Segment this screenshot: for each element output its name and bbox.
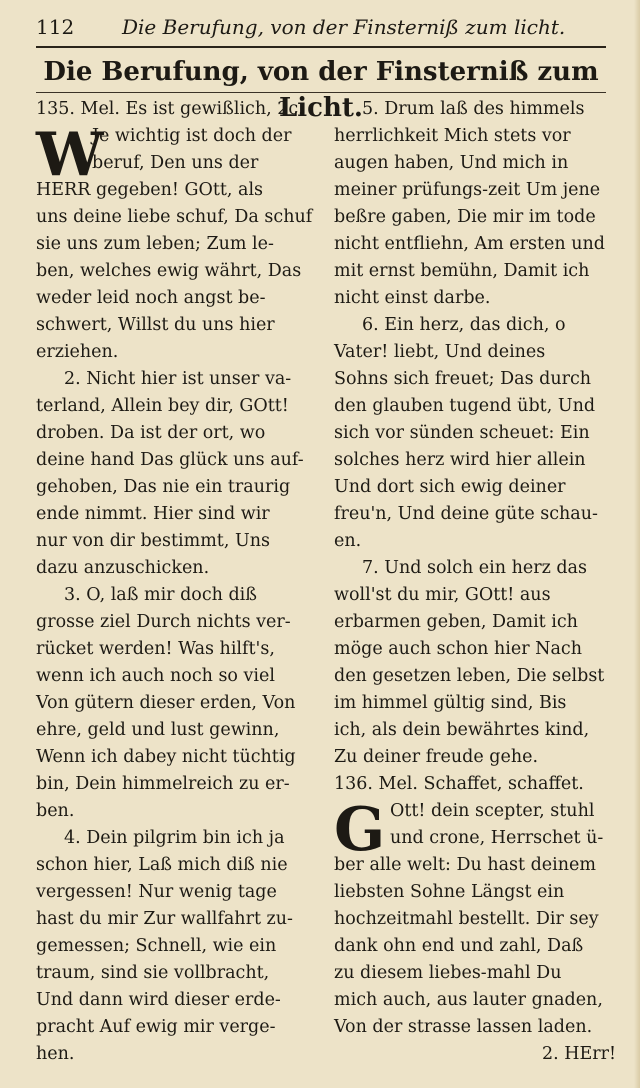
drop-cap: G	[334, 795, 386, 865]
verse-line: nur von dir bestimmt, Uns	[36, 531, 270, 551]
verse-line: Ott! dein scepter, stuhl	[390, 801, 595, 821]
verse-line: Zu deiner freude gehe.	[334, 747, 539, 767]
verse-line: hen.	[36, 1044, 75, 1064]
verse-line: meiner prüfungs-zeit Um jene	[334, 180, 601, 200]
verse-line: Und dort sich ewig deiner	[334, 477, 566, 497]
verse-line: und crone, Herrschet ü-	[390, 828, 604, 848]
verse-line: erziehen.	[36, 342, 119, 362]
verse-line: 6. Ein herz, das dich, o	[362, 315, 566, 335]
verse-line: freu'n, Und deine güte schau-	[334, 504, 598, 524]
verse-line: gemessen; Schnell, wie ein	[36, 936, 277, 956]
verse-line: schwert, Willst du uns hier	[36, 315, 275, 335]
verse-line: 3. O, laß mir doch diß	[64, 585, 257, 605]
verse-line: im himmel gültig sind, Bis	[334, 693, 567, 713]
hymn-heading-135: 135. Mel. Es ist gewißlich, 2c.	[36, 99, 304, 119]
verse-line: augen haben, Und mich in	[334, 153, 569, 173]
catchword: 2. HErr!	[541, 1044, 616, 1064]
verse-line: 2. Nicht hier ist unser va-	[64, 369, 292, 389]
verse-line: solches herz wird hier allein	[334, 450, 586, 470]
verse-line: terland, Allein bey dir, GOtt!	[36, 396, 289, 416]
verse-line: ben, welches ewig währt, Das	[36, 261, 302, 281]
verse-line: HERR gegeben! GOtt, als	[36, 180, 264, 200]
verse-line: Wenn ich dabey nicht tüchtig	[36, 747, 296, 767]
verse-line: herrlichkeit Mich stets vor	[334, 126, 571, 146]
verse-line: pracht Auf ewig mir verge-	[36, 1017, 276, 1037]
verse-line: weder leid noch angst be-	[36, 288, 266, 308]
verse-line: wenn ich auch noch so viel	[36, 666, 275, 686]
verse-line: hast du mir Zur wallfahrt zu-	[36, 909, 293, 929]
verse-line: rücket werden! Was hilft's,	[36, 639, 275, 659]
verse-line: Und dann wird dieser erde-	[36, 990, 281, 1010]
verse-line: beßre gaben, Die mir im tode	[334, 207, 596, 227]
verse-line: schon hier, Laß mich diß nie	[36, 855, 288, 875]
verse-line: dank ohn end und zahl, Daß	[334, 936, 584, 956]
running-title: Die Berufung, von der Finsterniß zum licht.	[122, 15, 566, 39]
hymn-heading-136: 136. Mel. Schaffet, schaffet.	[334, 774, 584, 794]
verse-line: bin, Dein himmelreich zu er-	[36, 774, 290, 794]
running-head	[36, 14, 606, 40]
verse-line: Von gütern dieser erden, Von	[36, 693, 296, 713]
verse-line: sie uns zum leben; Zum le-	[36, 234, 274, 254]
verse-line: möge auch schon hier Nach	[334, 639, 582, 659]
title-rule	[36, 92, 606, 93]
verse-line: en.	[334, 531, 362, 551]
verse-line: gehoben, Das nie ein traurig	[36, 477, 291, 497]
verse-line: nicht entfliehn, Am ersten und	[334, 234, 605, 254]
verse-line: ber alle welt: Du hast deinem	[334, 855, 596, 875]
verse-line: hochzeitmahl bestellt. Dir sey	[334, 909, 599, 929]
verse-line: Je wichtig ist doch der	[92, 126, 292, 146]
verse-line: mich auch, aus lauter gnaden,	[334, 990, 603, 1010]
page-number: 112	[36, 15, 75, 39]
verse-line: ende nimmt. Hier sind wir	[36, 504, 270, 524]
drop-cap: W	[36, 120, 104, 190]
verse-line: deine hand Das glück uns auf-	[36, 450, 304, 470]
verse-line: liebsten Sohne Längst ein	[334, 882, 565, 902]
right-column	[334, 96, 624, 1068]
verse-line: ich, als dein bewährtes kind,	[334, 720, 590, 740]
verse-line: erbarmen geben, Damit ich	[334, 612, 578, 632]
section-title: Die Berufung, von der Finsterniß zum Licht.	[43, 57, 599, 123]
verse-line: nicht einst darbe.	[334, 288, 491, 308]
verse-line: ehre, geld und lust gewinn,	[36, 720, 280, 740]
verse-line: dazu anzuschicken.	[36, 558, 210, 578]
verse-line: Von der strasse lassen laden.	[334, 1017, 593, 1037]
verse-line: den gesetzen leben, Die selbst	[334, 666, 605, 686]
verse-line: droben. Da ist der ort, wo	[36, 423, 266, 443]
verse-line: traum, sind sie vollbracht,	[36, 963, 270, 983]
header-rule	[36, 46, 606, 48]
verse-line: 7. Und solch ein herz das	[362, 558, 587, 578]
verse-line: beruf, Den uns der	[92, 153, 259, 173]
verse-line: sich vor sünden scheuet: Ein	[334, 423, 590, 443]
verse-line: 5. Drum laß des himmels	[362, 99, 585, 119]
verse-line: vergessen! Nur wenig tage	[36, 882, 277, 902]
verse-line: Vater! liebt, Und deines	[334, 342, 546, 362]
verse-line: den glauben tugend übt, Und	[334, 396, 596, 416]
verse-line: woll'st du mir, GOtt! aus	[334, 585, 551, 605]
left-column	[36, 96, 324, 1068]
verse-line: mit ernst bemühn, Damit ich	[334, 261, 590, 281]
verse-line: ben.	[36, 801, 75, 821]
verse-line: grosse ziel Durch nichts ver-	[36, 612, 291, 632]
verse-line: uns deine liebe schuf, Da schuf	[36, 207, 313, 227]
verse-line: zu diesem liebes-mahl Du	[334, 963, 562, 983]
verse-line: Sohns sich freuet; Das durch	[334, 369, 592, 389]
verse-line: 4. Dein pilgrim bin ich ja	[64, 828, 285, 848]
paper-edge	[634, 0, 640, 1088]
